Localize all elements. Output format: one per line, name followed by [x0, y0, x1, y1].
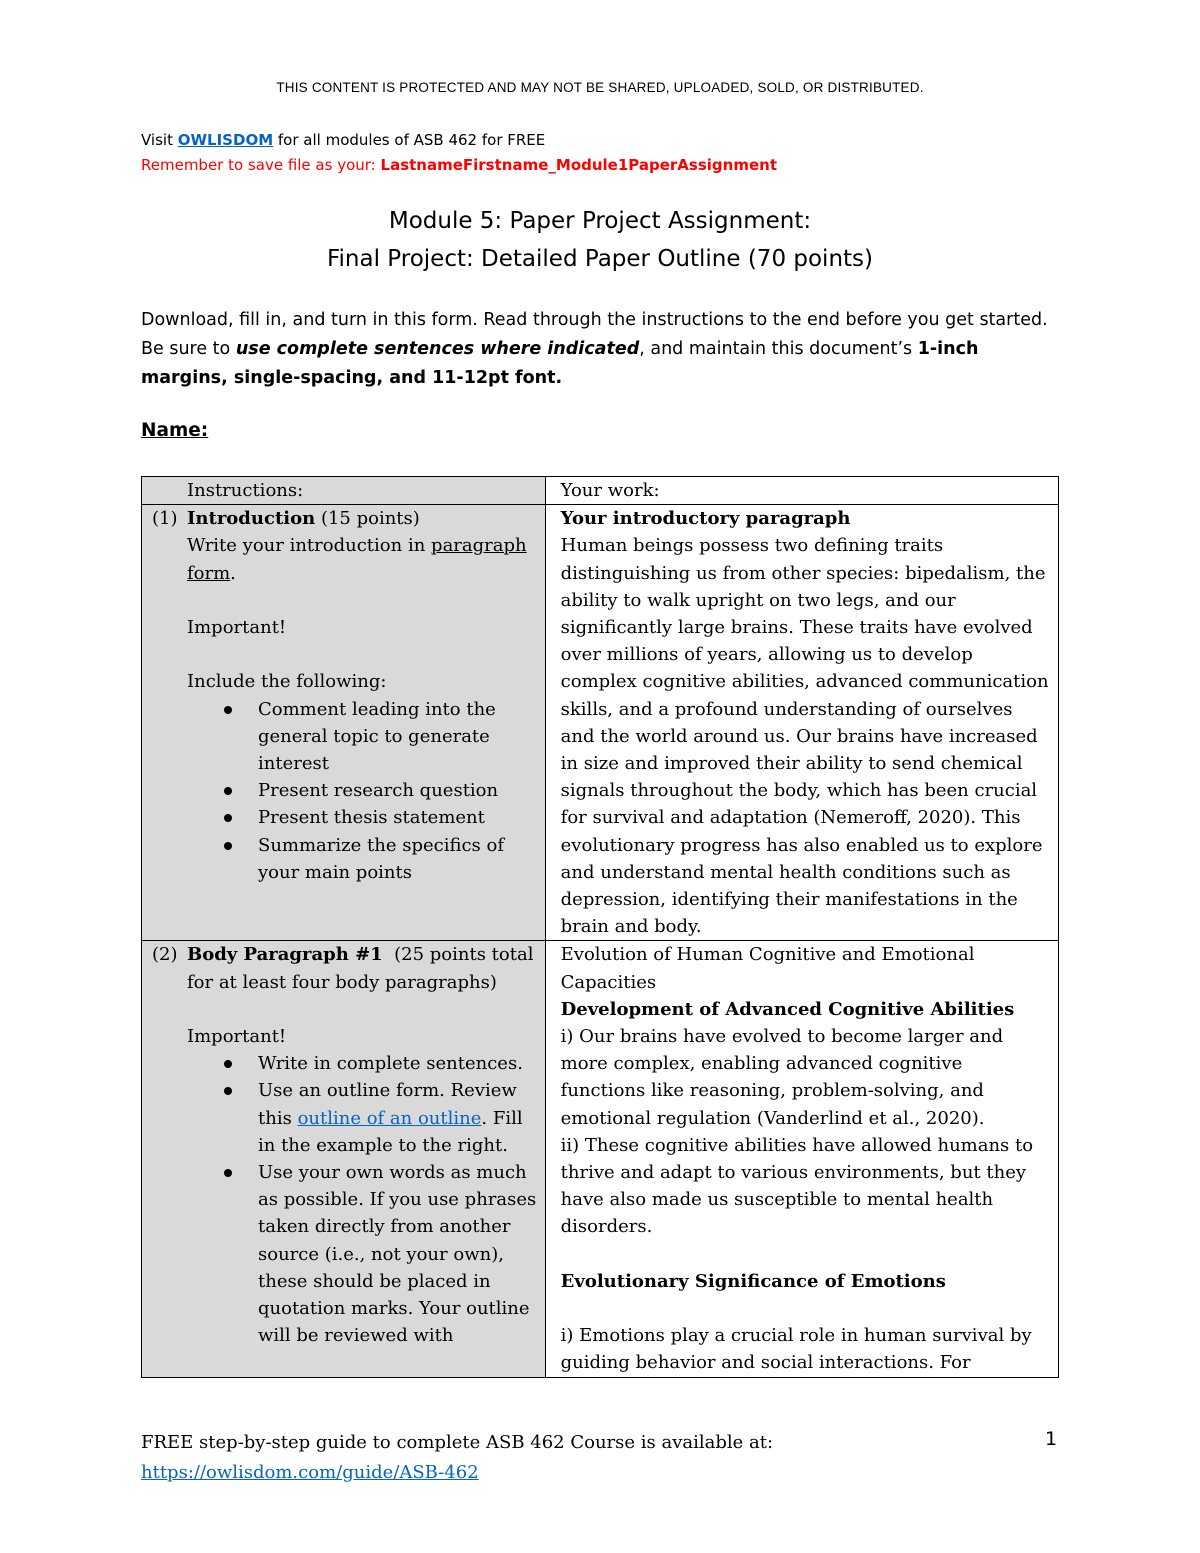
reminder-filename: LastnameFirstname_Module1PaperAssignment — [380, 156, 777, 174]
introduction-title: Introduction — [187, 508, 316, 530]
name-label: Name: — [141, 420, 209, 441]
paragraph-form-text: paragraph form — [187, 535, 527, 584]
work-heading-text: Your introductory paragraph — [560, 508, 851, 530]
body-topic: Evolution of Human Cognitive and Emotional Capacities — [560, 944, 975, 993]
spacer — [561, 1295, 1050, 1322]
table-header-row — [142, 477, 1059, 505]
guide-url-link[interactable]: https://owlisdom.com/guide/ASB-462 — [141, 1462, 479, 1483]
save-reminder — [141, 156, 777, 174]
visit-prefix: Visit — [141, 131, 173, 149]
outline-point: ii) These cognitive abilities have allowed humans to thrive and adapt to various environments, but they have also made us susceptible to mental health disorders. — [560, 1134, 1034, 1238]
outline-table — [141, 476, 1059, 1378]
body-bullet-list — [152, 1050, 541, 1349]
document-title — [0, 202, 1200, 278]
intro-emphasis: use complete sentences where indicated — [235, 339, 640, 359]
introduction-write-instruction — [152, 532, 541, 586]
introduction-points: (15 points) — [320, 508, 420, 530]
list-item: Write in complete sentences. — [187, 1050, 541, 1077]
reminder-prefix: Remember to save file as your: — [141, 156, 376, 174]
intro-format-spec: 1-inch margins, single-spacing, and 11-12pt font. — [141, 339, 979, 388]
body-paragraph-work-cell[interactable] — [545, 941, 1058, 1377]
body-paragraph-instructions-cell — [142, 941, 546, 1377]
protection-banner: THIS CONTENT IS PROTECTED AND MAY NOT BE SHARED, UPLOADED, SOLD, OR DISTRIBUTED. — [276, 80, 924, 95]
outline-point: i) Emotions play a crucial role in human survival by guiding behavior and social interactions. For — [560, 1325, 1032, 1374]
row-number: (1) — [152, 508, 178, 530]
intro-text-a: Download, fill in, and turn in this form. Read through the instructions to the end before you get started. Be sure to — [141, 310, 1048, 359]
important-label: Important! — [187, 1026, 287, 1048]
introduction-instructions-cell — [142, 505, 546, 941]
title-line-1: Module 5: Paper Project Assignment: — [388, 208, 812, 234]
introduction-paragraph: Human beings possess two defining traits distinguishing us from other species: bipedalism, the ability to walk upright on two legs, and our significantly large brains. These traits have evolved over millions of years, allowing us to develop complex cognitive abilities, advanced communication skills, and a profound understanding of ourselves and the world around us. Our brains have increased in size and improved their ability to send chemical signals throughout the body, which has been crucial for survival and adaptation (Nemeroff, 2020). This evolutionary progress has also enabled us to explore and understand mental health conditions such as depression, identifying their manifestations in the brain and body. — [560, 535, 1049, 938]
introduction-work-cell[interactable] — [545, 505, 1058, 941]
intro-text-c: , and maintain this document’s — [639, 339, 913, 359]
header-instructions: Instructions: — [142, 477, 546, 505]
footer — [141, 1428, 773, 1488]
outline-text: Use an outline form. Review this — [258, 1080, 517, 1129]
list-item: Summarize the specifics of your main points — [187, 832, 541, 886]
important-label: Important! — [187, 617, 287, 638]
outline-of-an-outline-link[interactable]: outline of an outline — [297, 1107, 482, 1129]
footer-text: FREE step-by-step guide to complete ASB 462 Course is available at: — [141, 1432, 774, 1453]
table-row — [142, 941, 1059, 1377]
spacer — [152, 587, 541, 614]
include-label: Include the following: — [187, 671, 387, 693]
list-item: Present research question — [187, 777, 541, 804]
title-line-2: Final Project: Detailed Paper Outline (70 points) — [326, 246, 873, 272]
section-heading-text: Development of Advanced Cognitive Abilities — [560, 998, 1015, 1020]
outline-point: i) Our brains have evolved to become larger and more complex, enabling advanced cognitive functions like reasoning, problem-solving, and emotional regulation (Vanderlind et al., 2020). — [560, 1026, 1004, 1129]
body-heading-text — [187, 941, 541, 995]
instructions-intro — [141, 306, 1059, 393]
row-number: (2) — [152, 944, 178, 966]
owlisdom-link[interactable]: OWLISDOM — [177, 131, 274, 149]
header-your-work: Your work: — [545, 477, 1058, 505]
spacer — [561, 1241, 1050, 1268]
write-period: . — [230, 562, 236, 584]
outline-text-end: . Fill in the example to the right. — [258, 1107, 523, 1156]
spacer — [152, 996, 541, 1023]
section-heading — [561, 1268, 1050, 1295]
page-number: 1 — [1045, 1428, 1058, 1450]
table-row — [142, 505, 1059, 941]
introduction-heading — [152, 505, 541, 532]
visit-suffix: for all modules of ASB 462 for FREE — [277, 131, 546, 149]
list-item: Use your own words as much as possible. If you use phrases taken directly from another source (i.e., not your own), these should be placed in quotation marks. Your outline will be reviewed with — [187, 1159, 541, 1349]
visit-line — [141, 131, 545, 149]
spacer — [152, 641, 541, 668]
introduction-work-heading — [561, 505, 1050, 532]
body-paragraph-heading — [152, 941, 541, 995]
list-item: Comment leading into the general topic to generate interest — [187, 696, 541, 778]
body-paragraph-title: Body Paragraph #1 — [187, 944, 383, 966]
list-item: Present thesis statement — [187, 804, 541, 831]
list-item — [187, 1077, 541, 1159]
introduction-bullet-list — [152, 696, 541, 886]
write-text: Write your introduction in — [187, 535, 426, 557]
body-paragraph-points: (25 points total for at least four body paragraphs) — [187, 944, 534, 993]
section-heading-text: Evolutionary Significance of Emotions — [560, 1270, 946, 1292]
section-heading — [561, 996, 1050, 1023]
